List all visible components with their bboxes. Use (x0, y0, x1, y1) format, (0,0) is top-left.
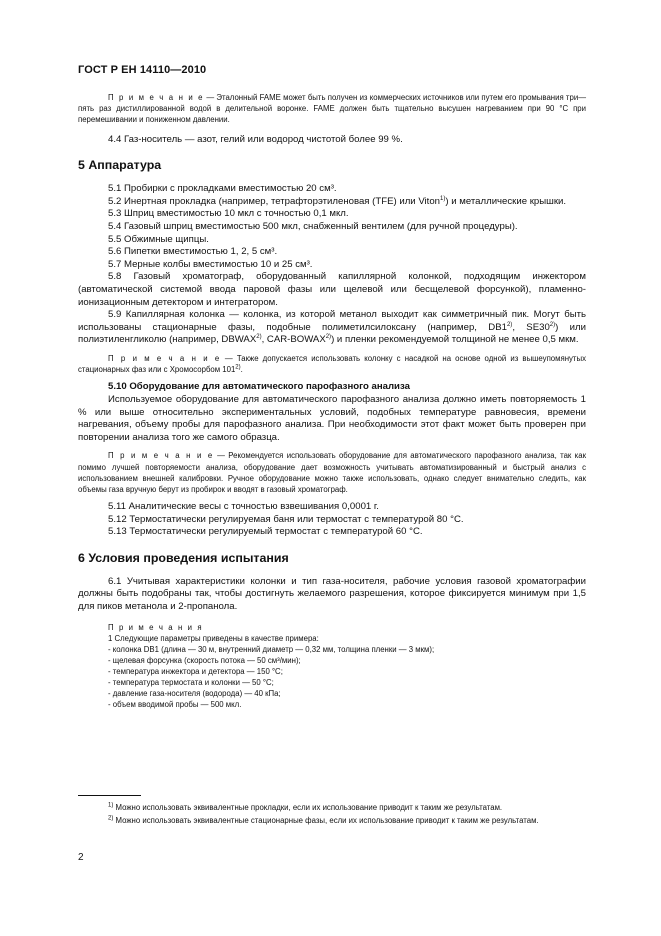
page-number: 2 (78, 852, 84, 863)
footnote-ref: 1) (440, 195, 446, 202)
list-item: - колонка DB1 (длина — 30 м, внутренний диаметр — 0,32 мм, толщина пленки — 3 мкм); (108, 644, 435, 654)
footnote-divider (78, 795, 141, 796)
note-top (78, 92, 586, 126)
footnote-ref: 2) (256, 334, 262, 341)
item-4-4: 4.4 Газ-носитель — азот, гелий или водород чистотой более 99 %. (108, 133, 403, 145)
list-item: 1 Следующие параметры приведены в качестве примера: (108, 633, 319, 643)
item-5-11: 5.11 Аналитические весы с точностью взвешивания 0,0001 г. (108, 501, 379, 513)
section-5-title: 5 Аппаратура (78, 158, 162, 173)
item-5-5: 5.5 Обжимные щипцы. (108, 233, 209, 245)
note-label: П р и м е ч а н и е (108, 93, 205, 102)
item-5-12: 5.12 Термостатически регулируемая баня или термостат с температурой 80 °С. (108, 513, 464, 525)
footnote-ref: 2) (325, 334, 332, 341)
item-5-6: 5.6 Пипетки вместимостью 1, 2, 5 см³. (108, 246, 278, 258)
item-5-9: 5.9 Капиллярная колонка — колонка, из которой метанол выходит как симметричный пик. Могут быть использованы стационарные фазы, подобные полиметилсилоксану (например, DB1$^{2)}$, SE30$^{2)}$) или полиэтиленгликолю (например, DBWAX$^{2)}$, CAR-BOWAX$^{2)}$) и пленки рекомендуемой толщиной не менее 0,5 мкм. (78, 309, 586, 346)
note-5-10: П р и м е ч а н и е — Рекомендуется использовать оборудование для автоматического парофазного анализа, так как помимо лучшей повторяемости анализа, оборудование дает возможность учитывать автоматизированный и быстрый анализ с использованием внешней калибровки. Ручное оборудование можно также использовать, однако следует внимательно следить, как объемы газа вручную берут из пробирок и вводят в газовый хроматограф. (78, 451, 586, 494)
notes-label: П р и м е ч а н и я (108, 622, 204, 632)
footnote-2: $^{2)}$ Можно использовать эквивалентные стационарные фазы, если их использование приводит к таким же результатам. (108, 815, 539, 825)
item-6-1: 6.1 Учитывая характеристики колонки и тип газа-носителя, рабочие условия газовой хроматографии должны быть подобраны так, чтобы достигнуть желаемого разрешения, которое фиксируется минимум при 1,5 для пиков метанола и 2-пропанола. (78, 575, 586, 613)
list-item: - давление газа-носителя (водорода) — 40 кПа; (108, 688, 281, 698)
item-5-10-text: Используемое оборудование для автоматического парофазного анализа должно иметь повторяемость 1 % или выше относительно экспериментальных условий, подобных температуре равновесия, времени нагревания, объему пробы для парофазного анализа. При необходимости этот факт может быть проверен при повторении анализа того же самого образца. (78, 393, 586, 443)
item-5-1: 5.1 Пробирки с прокладками вместимостью 20 см³. (108, 183, 337, 195)
section-6-title: 6 Условия проведения испытания (78, 550, 289, 565)
item-5-8: 5.8 Газовый хроматограф, оборудованный капиллярной колонкой, подходящим инжектором (автоматической системой ввода паровой фазы или щелевой или бесщелевой форсункой), пламенно-ионизационным детектором и интегратором. (78, 271, 586, 308)
item-5-7: 5.7 Мерные колбы вместимостью 10 и 25 см³. (108, 258, 313, 270)
note-5-9: П р и м е ч а н и е — Также допускается использовать колонку с насадкой на основе одной из вышеупомянутых стационарных фаз или с Хромосорбом 101$^{2)}$. (78, 353, 586, 375)
list-item: - объем вводимой пробы — 500 мкл. (108, 699, 242, 709)
notes-list (78, 622, 586, 710)
item-5-3: 5.3 Шприц вместимостью 10 мкл с точностью 0,1 мкл. (108, 208, 349, 220)
main-content (78, 92, 586, 710)
note-text: — Эталонный FAME может быть получен из коммерческих источников или путем его промывания три—пять раз дистиллированной водой в делительной воронке. FAME должен быть тщательно высушен нагреванием при 90 °С при перемешивании и пониженном давлении. (78, 93, 586, 125)
item-5-4: 5.4 Газовый шприц вместимостью 500 мкл, снабженный вентилем (для ручной процедуры). (108, 220, 518, 232)
item-5-2: 5.2 Инертная прокладка (например, тетрафторэтиленовая (TFE) или Viton$^{1)}$) и металлические крышки. (108, 195, 567, 207)
list-item: - температура инжектора и детектора — 150 °С; (108, 666, 283, 676)
item-5-13: 5.13 Термостатически регулируемый термостат с температурой 60 °С. (108, 526, 423, 538)
list-item: - щелевая форсунка (скорость потока — 50 см³/мин); (108, 655, 301, 665)
item-5-10-title: 5.10 Оборудование для автоматического парофазного анализа (108, 381, 410, 393)
footnote-1: $^{1)}$ Можно использовать эквивалентные прокладки, если их использование приводит к таким же результатам. (108, 802, 503, 812)
footnote-ref: 2) (549, 321, 556, 328)
standard-header: ГОСТ Р ЕН 14110—2010 (78, 64, 207, 76)
footnote-ref: 2) (235, 364, 241, 371)
footnote-ref: 2) (506, 321, 513, 328)
list-item: - температура термостата и колонки — 50 °С; (108, 677, 274, 687)
